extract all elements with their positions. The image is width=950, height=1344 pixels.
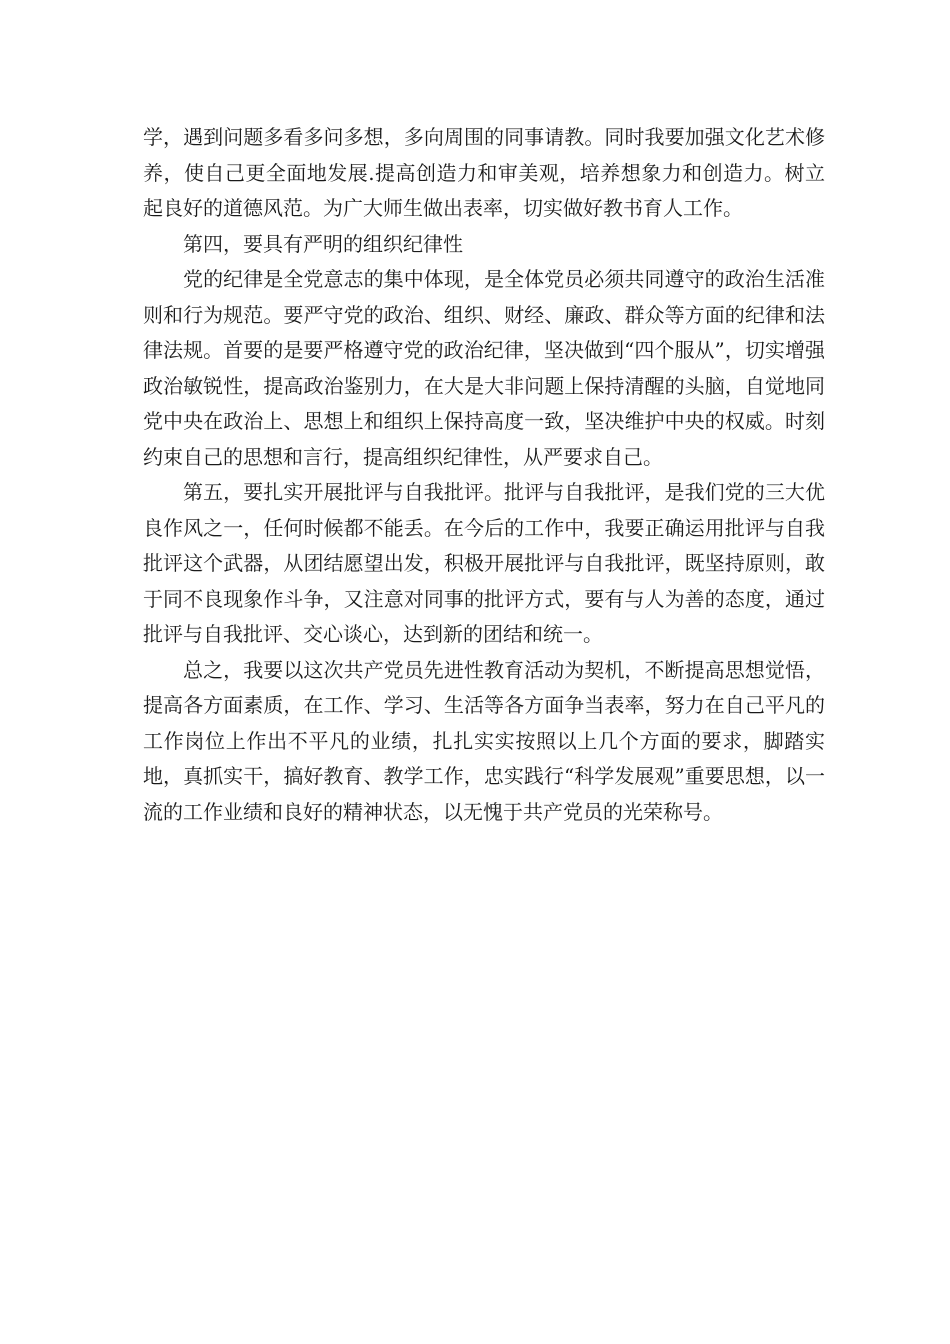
paragraph-fifth-point-criticism: 第五，要扎实开展批评与自我批评。批评与自我批评，是我们党的三大优良作风之一，任何时候都不能丢。在今后的工作中，我要正确运用批评与自我批评这个武器，从团结愿望出发，积极开展批评与自我批评，既坚持原则，敢于同不良现象作斗争，又注意对同事的批评方式，要有与人为善的态度，通过批评与自我批评、交心谈心，达到新的团结和统一。 bbox=[143, 480, 825, 646]
paragraph-conclusion: 总之，我要以这次共产党员先进性教育活动为契机，不断提高思想觉悟，提高各方面素质，在工作、学习、生活等各方面争当表率，努力在自己平凡的工作岗位上作出不平凡的业绩，扎扎实实按照以上几个方面的要求，脚踏实地，真抓实干，搞好教育、教学工作，忠实践行“科学发展观”重要思想，以一流的工作业绩和良好的精神状态，以无愧于共产党员的光荣称号。 bbox=[143, 657, 825, 824]
paragraph-continuation: 学，遇到问题多看多问多想，多向周围的同事请教。同时我要加强文化艺术修养，使自己更全面地发展.提高创造力和审美观，培养想象力和创造力。树立起良好的道德风范。为广大师生做出表率，切实做好教书育人工作。 bbox=[143, 125, 825, 220]
paragraph-party-discipline: 党的纪律是全党意志的集中体现，是全体党员必须共同遵守的政治生活准则和行为规范。要严守党的政治、组织、财经、廉政、群众等方面的纪律和法律法规。首要的是要严格遵守党的政治纪律，坚决做到“四个服从”，切实增强政治敏锐性，提高政治鉴别力，在大是大非问题上保持清醒的头脑，自觉地同党中央在政治上、思想上和组织上保持高度一致，坚决维护中央的权威。时刻约束自己的思想和言行，提高组织纪律性，从严要求自己。 bbox=[143, 267, 825, 469]
document-body bbox=[143, 120, 825, 830]
heading-fourth-point: 第四，要具有严明的组织纪律性 bbox=[183, 231, 463, 256]
